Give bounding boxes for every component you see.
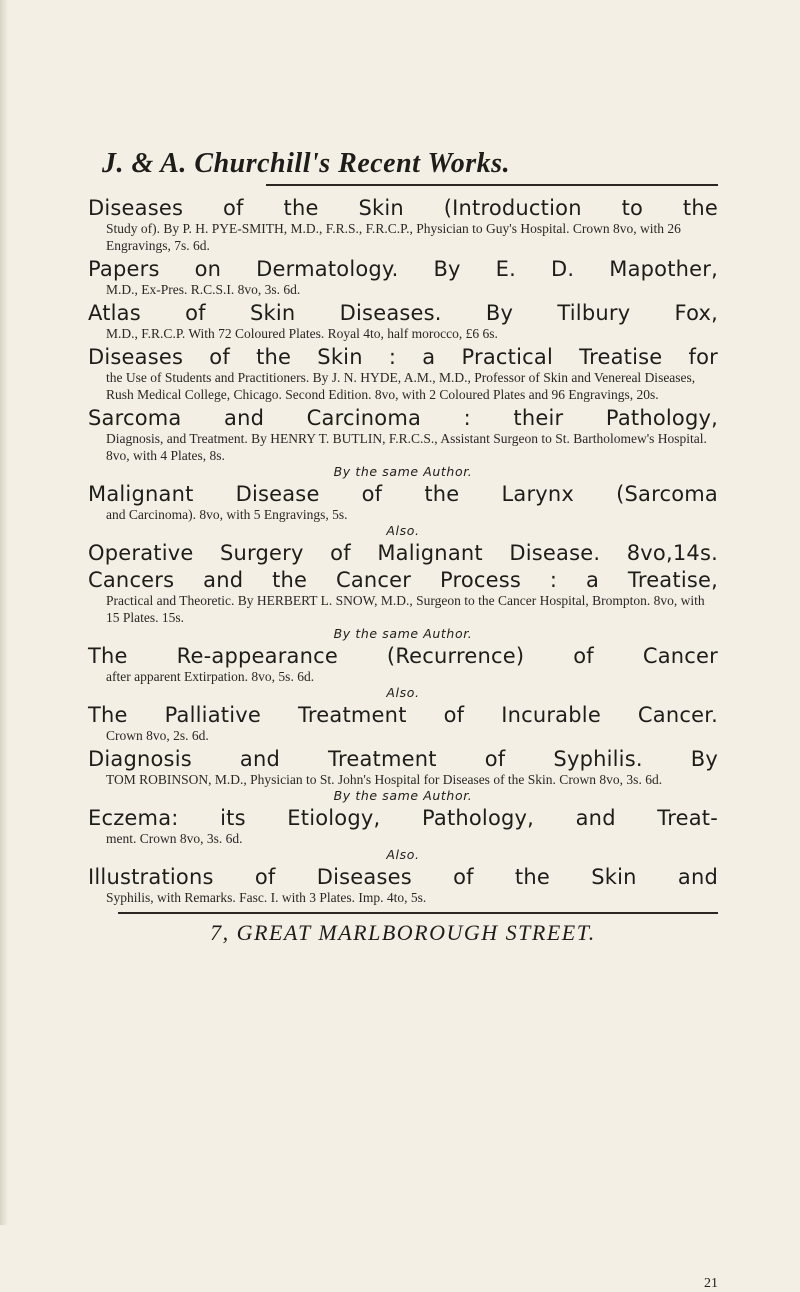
- entry-title: Cancers and the Cancer Process : a Treatise,: [88, 568, 718, 592]
- entry-title: The Palliative Treatment of Incurable Cancer.: [88, 703, 718, 727]
- also-note: Also.: [386, 847, 420, 862]
- catalogue-entry: [88, 482, 718, 538]
- catalogue-entry: [88, 644, 718, 700]
- catalogue-entry: [88, 865, 718, 906]
- page-edge-shadow: [0, 0, 8, 1225]
- entry-details: M.D., F.R.C.P. With 72 Coloured Plates. Royal 4to, half morocco, £6 6s.: [106, 326, 498, 341]
- entry-title: Diseases of the Skin (Introduction to the: [88, 196, 718, 220]
- header-rule: [266, 184, 718, 186]
- running-head: J. & A. Churchill's Recent Works.: [102, 148, 511, 179]
- entry-details: and Carcinoma). 8vo, with 5 Engravings, 5s.: [106, 507, 348, 522]
- same-author-note: By the same Author.: [333, 626, 473, 641]
- entry-details: Practical and Theoretic. By HERBERT L. SNOW, M.D., Surgeon to the Cancer Hospital, Brompton. 8vo, with 15 Plates. 15s.: [106, 593, 705, 625]
- entry-details: M.D., Ex-Pres. R.C.S.I. 8vo, 3s. 6d.: [106, 282, 301, 297]
- catalogue-entry: [88, 541, 718, 565]
- catalogue-entry: [88, 747, 718, 803]
- entry-details: Syphilis, with Remarks. Fasc. I. with 3 Plates. Imp. 4to, 5s.: [106, 890, 427, 905]
- entry-details: TOM ROBINSON, M.D., Physician to St. John's Hospital for Diseases of the Skin. Crown 8vo, 3s. 6d.: [106, 772, 663, 787]
- publisher-address: 7, GREAT MARLBOROUGH STREET.: [210, 920, 596, 945]
- catalogue-entry: [88, 703, 718, 744]
- footer-rule: [118, 912, 718, 914]
- catalogue-entry: [88, 196, 718, 254]
- catalogue-entry: [88, 301, 718, 342]
- entry-details: Study of). By P. H. PYE-SMITH, M.D., F.R.S., F.R.C.P., Physician to Guy's Hospital. Crown 8vo, with 26 Engravings, 7s. 6d.: [106, 221, 681, 253]
- entry-title: Papers on Dermatology. By E. D. Mapother,: [88, 257, 718, 281]
- entry-title: Diagnosis and Treatment of Syphilis. By: [88, 747, 718, 771]
- catalogue-page: [88, 148, 718, 1291]
- same-author-note: By the same Author.: [333, 464, 473, 479]
- entry-title: The Re-appearance (Recurrence) of Cancer: [88, 644, 718, 668]
- also-note: Also.: [386, 523, 420, 538]
- entry-details: Diagnosis, and Treatment. By HENRY T. BUTLIN, F.R.C.S., Assistant Surgeon to St. Bartholomew's Hospital. 8vo, with 4 Plates, 8s.: [106, 431, 707, 463]
- entry-title: Diseases of the Skin : a Practical Treatise for: [88, 345, 718, 369]
- catalogue-entry: [88, 568, 718, 641]
- entry-title: Sarcoma and Carcinoma : their Pathology,: [88, 406, 718, 430]
- entry-title: Malignant Disease of the Larynx (Sarcoma: [88, 482, 718, 506]
- entry-title: Atlas of Skin Diseases. By Tilbury Fox,: [88, 301, 718, 325]
- also-note: Also.: [386, 685, 420, 700]
- entry-title: Illustrations of Diseases of the Skin and: [88, 865, 718, 889]
- catalogue-entry: [88, 257, 718, 298]
- catalogue-entry: [88, 806, 718, 862]
- catalogue-entry: [88, 406, 718, 479]
- entry-details: the Use of Students and Practitioners. By J. N. HYDE, A.M., M.D., Professor of Skin and Venereal Diseases, Rush Medical College, Chicago. Second Edition. 8vo, with 2 Coloured Plates and 96 Engravings, 20s.: [106, 370, 696, 402]
- catalogue-entry: [88, 345, 718, 403]
- entry-details: after apparent Extirpation. 8vo, 5s. 6d.: [106, 669, 315, 684]
- page-number: 21: [704, 1276, 718, 1291]
- entry-title: Eczema: its Etiology, Pathology, and Treat-: [88, 806, 718, 830]
- same-author-note: By the same Author.: [333, 788, 473, 803]
- entry-title: Operative Surgery of Malignant Disease. 8vo,14s.: [88, 541, 718, 565]
- entry-details: Crown 8vo, 2s. 6d.: [106, 728, 209, 743]
- entry-details: ment. Crown 8vo, 3s. 6d.: [106, 831, 243, 846]
